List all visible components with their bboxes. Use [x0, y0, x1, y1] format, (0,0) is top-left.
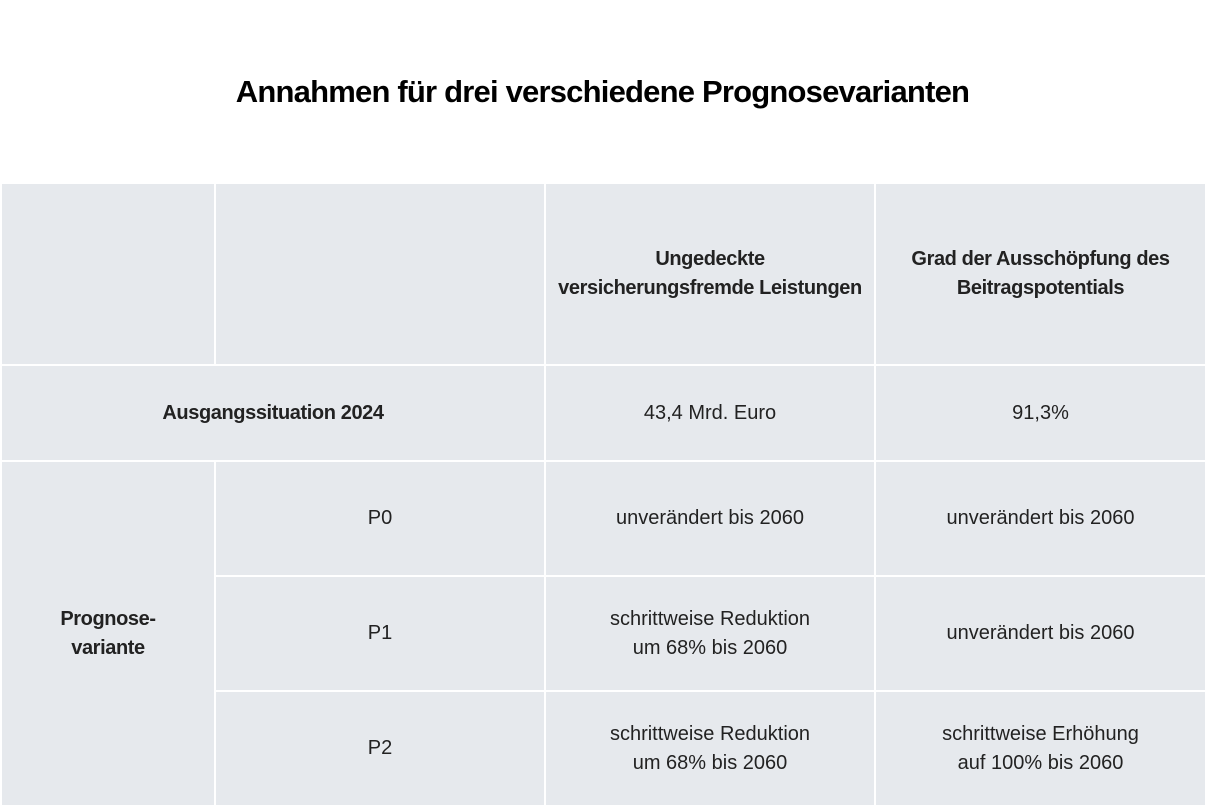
variant-beitrag [875, 576, 1205, 691]
variant-beitrag [875, 691, 1205, 806]
variant-leistungen-line: unverändert bis 2060 [616, 507, 804, 529]
header-leistungen-line: Ungedeckte [655, 248, 765, 270]
table-header-row [1, 183, 1205, 365]
group-label [1, 461, 215, 806]
variant-leistungen-line: schrittweise Reduktion [609, 722, 811, 745]
variant-leistungen [545, 576, 875, 691]
variant-beitrag-line: unverändert bis 2060 [946, 507, 1135, 529]
baseline-beitrag: 91,3% [875, 365, 1205, 461]
baseline-label: Ausgangssituation 2024 [1, 365, 545, 461]
header-blank-cell [215, 183, 545, 365]
baseline-leistungen: 43,4 Mrd. Euro [545, 365, 875, 461]
variant-beitrag-line: unverändert bis 2060 [946, 622, 1135, 644]
variant-leistungen-line: um 68% bis 2060 [632, 751, 788, 774]
header-beitrag-line: Grad der Ausschöpfung des [911, 248, 1170, 270]
header-beitrag-line: Beitragspotentials [956, 277, 1125, 299]
table-row [1, 461, 1205, 576]
variant-beitrag [875, 461, 1205, 576]
header-leistungen-line: versicherungsfremde Leistungen [558, 277, 862, 299]
variant-name: P0 [215, 461, 545, 576]
baseline-row [1, 365, 1205, 461]
variant-leistungen-line: schrittweise Reduktion [609, 607, 811, 630]
variant-leistungen [545, 461, 875, 576]
header-blank-cell [1, 183, 215, 365]
variant-leistungen [545, 691, 875, 806]
variant-leistungen-line: um 68% bis 2060 [632, 636, 788, 659]
variant-beitrag-line: auf 100% bis 2060 [957, 751, 1124, 774]
page-title: Annahmen für drei verschiedene Prognosevarianten [235, 74, 970, 109]
assumptions-table [0, 182, 1205, 807]
header-leistungen [545, 183, 875, 365]
variant-name: P2 [215, 691, 545, 806]
header-beitrag [875, 183, 1205, 365]
variant-name: P1 [215, 576, 545, 691]
variant-beitrag-line: schrittweise Erhöhung [942, 722, 1139, 745]
group-label-line: variante [71, 636, 145, 659]
group-label-line: Prognose- [60, 607, 156, 630]
